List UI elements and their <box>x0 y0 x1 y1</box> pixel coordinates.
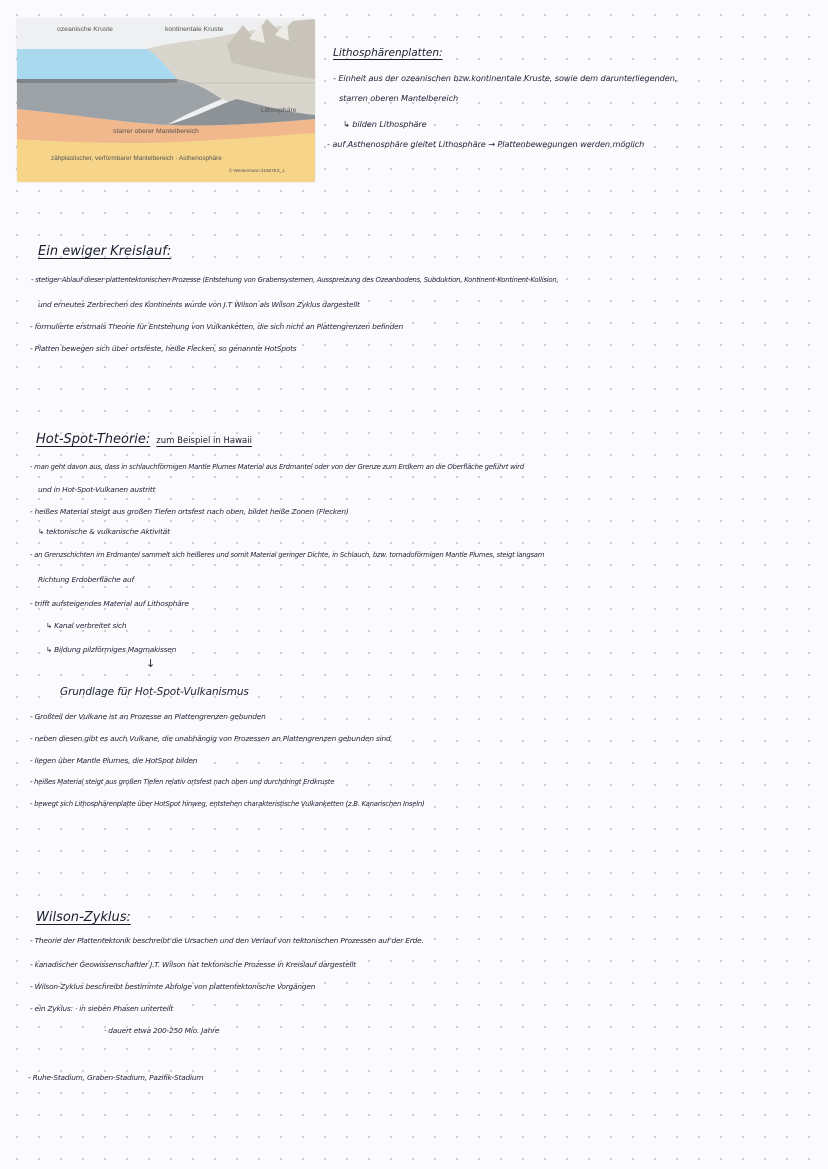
hotspot-line-3: - heißes Material steigt aus großen Tiefen ortsfest nach oben, bildet heiße Zonen (Flecken) <box>30 507 349 516</box>
hotspot-line-15: - bewegt sich Lithosphärenplatte über HotSpot hinweg, entstehen charakteristische Vulkanketten (z.B. Kanarischen Inseln) <box>30 800 425 808</box>
hotspot-line-7: - trifft aufsteigendes Material auf Lithosphäre <box>30 599 189 608</box>
cycle-line-1: - stetiger Ablauf dieser plattentektonischen Prozesse (Entstehung von Grabensystemen, Ausspreizung des Ozeanbodens, Subduktion, Kontinent-Kontinent-Kollision, <box>31 276 559 284</box>
wilson-line-4: - ein Zyklus: · in sieben Phasen unterteilt <box>30 1004 174 1013</box>
hotspot-line-8: ↳ Kanal verbreitet sich <box>46 621 127 630</box>
wilson-line-2: - kanadischer Geowissenschaftler J.T. Wilson hat tektonische Prozesse in Kreislauf dargestellt <box>30 960 356 969</box>
hotspot-line-5: - an Grenzschichten im Erdmantel sammelt sich heißeres und somit Material geringer Dichte, in Schlauch, bzw. tornadoförmigen Mantle Plumes, steigt langsam <box>30 551 545 559</box>
hotspot-line-12: - neben diesen gibt es auch Vulkane, die unabhängig von Prozessen an Plattengrenzen gebunden sind <box>30 734 391 743</box>
label-asthenosphere: zähplastischer, verformbarer Mantelbereich · Asthenosphäre <box>51 155 222 162</box>
heading-hotspot-theory <box>36 432 252 447</box>
wilson-line-6: - Ruhe-Stadium, Graben-Stadium, Pazifik-Stadium <box>28 1073 204 1082</box>
cycle-line-4: - Platten bewegen sich über ortsfeste, heiße Flecken, so genannte HotSpots <box>30 344 297 353</box>
lithosphere-line-2: starren oberen Mantelbereich <box>339 93 459 103</box>
heading-eternal-cycle: Ein ewiger Kreislauf: <box>38 244 172 259</box>
heading-lithosphere-plates: Lithosphärenplatten: <box>333 47 443 59</box>
hotspot-line-14: - heißes Material steigt aus großen Tiefen relativ ortsfest nach oben und durchdringt Erdkruste <box>30 778 335 786</box>
wilson-line-5: · dauert etwa 200-250 Mio. Jahre <box>104 1026 220 1035</box>
heading-wilson-cycle: Wilson-Zyklus: <box>36 910 131 925</box>
hotspot-line-9: ↳ Bildung pilzförmiges Magmakissen <box>46 645 177 654</box>
cycle-line-2: und erneutes Zerbrechen des Kontinents wurde von J.T Wilson als Wilson Zyklus dargestellt <box>38 300 360 309</box>
hotspot-title: Hot-Spot-Theorie: <box>36 432 151 447</box>
label-oceanic-crust: ozeanische Kruste <box>57 26 113 33</box>
label-upper-mantle: starrer oberer Mantelbereich <box>113 128 199 135</box>
lithosphere-line-1: - Einheit aus der ozeanischen bzw.kontinentale Kruste, sowie dem darunterliegenden, <box>333 73 678 83</box>
hotspot-subtitle: zum Beispiel in Hawaii <box>156 436 252 446</box>
diagram-credit: © Westermann 31657EX_1 <box>229 168 285 173</box>
hotspot-line-6: Richtung Erdoberfläche auf <box>38 575 134 584</box>
hotspot-line-4: ↳ tektonische & vulkanische Aktivität <box>38 527 170 536</box>
lithosphere-line-3: ↳ bilden Lithosphäre <box>343 119 427 129</box>
cycle-line-3: - formulierte erstmals Theorie für Entstehung von Vulkanketten, die sich nicht an Plattengrenzen befinden <box>30 322 403 331</box>
hotspot-line-1: - man geht davon aus, dass in schlauchförmigen Mantle Plumes Material aus Erdmantel oder von der Grenze zum Erdkern an die Oberfläche geführt wird <box>30 463 524 471</box>
label-lithosphere: Lithosphäre <box>261 107 297 114</box>
hotspot-line-13: - liegen über Mantle Plumes, die HotSpot bilden <box>30 756 198 765</box>
label-continental-crust: kontinentale Kruste <box>165 26 224 33</box>
lithosphere-line-4: - auf Asthenosphäre gleitet Lithosphäre → Plattenbewegungen werden möglich <box>327 139 645 149</box>
wilson-line-1: - Theorie der Plattentektonik beschreibt die Ursachen und den Verlauf von tektonischen Prozessen auf der Erde. <box>30 936 424 945</box>
hotspot-line-11: - Großteil der Vulkane ist an Prozesse an Plattengrenzen gebunden <box>30 712 266 721</box>
lithosphere-diagram <box>17 19 315 182</box>
hotspot-line-2: und in Hot-Spot-Vulkanen austritt <box>38 485 156 494</box>
wilson-line-3: - Wilson-Zyklus beschreibt bestimmte Abfolge von plattentektonische Vorgängen <box>30 982 316 991</box>
arrow-down-icon: ↓ <box>146 657 156 670</box>
hotspot-line-10: Grundlage für Hot-Spot-Vulkanismus <box>60 686 249 698</box>
